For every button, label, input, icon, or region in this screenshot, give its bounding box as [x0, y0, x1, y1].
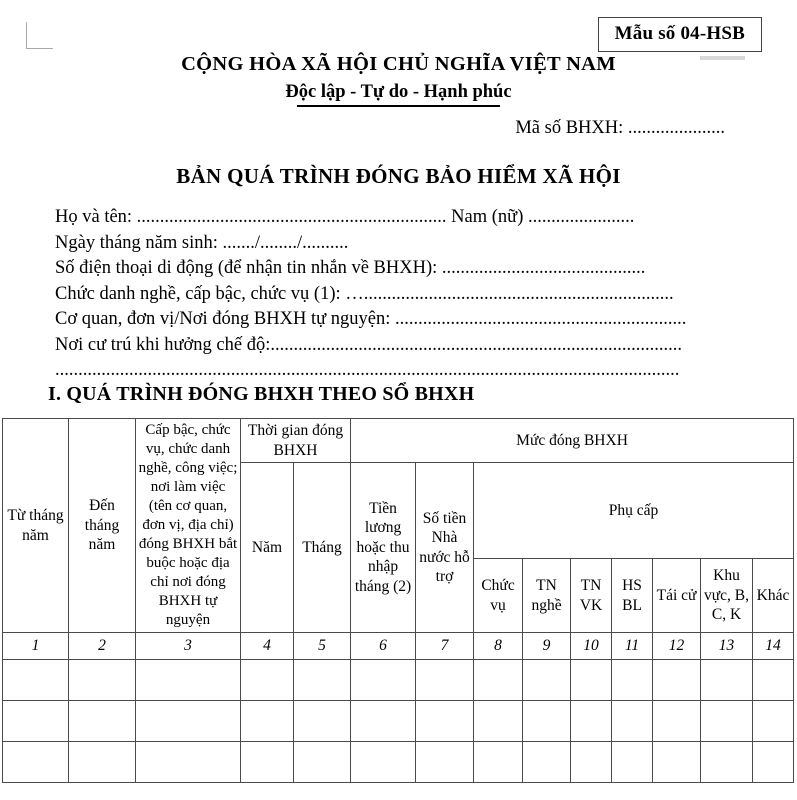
- cell[interactable]: [474, 742, 523, 783]
- bhxh-code-field[interactable]: [515, 118, 725, 139]
- colnum-14: 14: [753, 633, 794, 660]
- cell[interactable]: [474, 701, 523, 742]
- th-col-7: Số tiền Nhà nước hỗ trợ: [416, 463, 474, 633]
- table-row: [3, 701, 794, 742]
- national-heading: [0, 52, 797, 104]
- cell[interactable]: [69, 742, 136, 783]
- field-job-title[interactable]: Chức danh nghề, cấp bậc, chức vụ (1): …...................................................................: [55, 283, 674, 304]
- colnum-5: 5: [294, 633, 351, 660]
- cell[interactable]: [3, 742, 69, 783]
- th-col-2: Đến tháng năm: [69, 419, 136, 633]
- cell[interactable]: [294, 742, 351, 783]
- cell[interactable]: [523, 701, 571, 742]
- national-heading-motto: [285, 81, 511, 104]
- cell[interactable]: [3, 660, 69, 701]
- cell[interactable]: [571, 660, 612, 701]
- cell[interactable]: [701, 742, 753, 783]
- table-header-row-1: [3, 419, 794, 463]
- field-residence[interactable]: Nơi cư trú khi hưởng chế độ:.........................................................................................: [55, 334, 682, 355]
- national-heading-country: CỘNG HÒA XÃ HỘI CHỦ NGHĨA VIỆT NAM: [181, 53, 616, 75]
- colnum-10: 10: [571, 633, 612, 660]
- table-row: [3, 742, 794, 783]
- table-row: [3, 660, 794, 701]
- cell[interactable]: [612, 660, 653, 701]
- table-column-number-row: [3, 633, 794, 660]
- th-col-6: Tiền lương hoặc thu nhập tháng (2): [351, 463, 416, 633]
- cell[interactable]: [3, 701, 69, 742]
- field-residence-continuation[interactable]: .......................................................................................................................................: [55, 360, 680, 380]
- crop-mark-top-left: [26, 22, 53, 49]
- section-heading-1: I. QUÁ TRÌNH ĐÓNG BHXH THEO SỔ BHXH: [48, 383, 475, 405]
- cell[interactable]: [653, 660, 701, 701]
- cell[interactable]: [351, 742, 416, 783]
- cell[interactable]: [612, 742, 653, 783]
- colnum-3: 3: [136, 633, 241, 660]
- cell[interactable]: [294, 660, 351, 701]
- th-col-14: Khác: [753, 559, 794, 633]
- cell[interactable]: [571, 742, 612, 783]
- th-col-12: Tái cử: [653, 559, 701, 633]
- colnum-12: 12: [653, 633, 701, 660]
- colnum-9: 9: [523, 633, 571, 660]
- colnum-13: 13: [701, 633, 753, 660]
- colnum-6: 6: [351, 633, 416, 660]
- th-col-1: Từ tháng năm: [3, 419, 69, 633]
- cell[interactable]: [701, 701, 753, 742]
- page-title: BẢN QUÁ TRÌNH ĐÓNG BẢO HIỂM XÃ HỘI: [176, 164, 621, 188]
- cell[interactable]: [753, 660, 794, 701]
- cell[interactable]: [136, 742, 241, 783]
- form-number-box: [598, 17, 762, 52]
- th-col-10: TN VK: [571, 559, 612, 633]
- field-phone-number[interactable]: Số điện thoại di động (để nhận tin nhắn về BHXH): ............................................: [55, 258, 646, 278]
- cell[interactable]: [136, 701, 241, 742]
- cell[interactable]: [351, 660, 416, 701]
- colnum-1: 1: [3, 633, 69, 660]
- colnum-4: 4: [241, 633, 294, 660]
- colnum-7: 7: [416, 633, 474, 660]
- cell[interactable]: [416, 742, 474, 783]
- th-col-11: HS BL: [612, 559, 653, 633]
- th-col-4: Năm: [241, 463, 294, 633]
- cell[interactable]: [241, 660, 294, 701]
- cell[interactable]: [241, 742, 294, 783]
- cell[interactable]: [653, 742, 701, 783]
- th-col-9: TN nghề: [523, 559, 571, 633]
- th-col-13: Khu vực, B, C, K: [701, 559, 753, 633]
- th-col-8: Chức vụ: [474, 559, 523, 633]
- national-heading-motto-text: Độc lập - Tự do - Hạnh phúc: [285, 81, 512, 102]
- bhxh-history-table-wrapper: [2, 418, 793, 783]
- field-date-of-birth[interactable]: Ngày tháng năm sinh: ......./......../..........: [55, 232, 349, 253]
- personal-info-block: [55, 205, 755, 384]
- motto-underline: [297, 105, 499, 106]
- th-col-3: Cấp bậc, chức vụ, chức danh nghề, công việc; nơi làm việc (tên cơ quan, đơn vị, địa chỉ) đóng BHXH bắt buộc hoặc địa chỉ nơi đóng BHXH tự nguyện: [136, 419, 241, 633]
- form-number-label: Mẫu số 04-HSB: [614, 23, 745, 44]
- th-group-time-period: Thời gian đóng BHXH: [241, 419, 351, 463]
- cell[interactable]: [701, 660, 753, 701]
- bhxh-code-label: Mã số BHXH: .....................: [515, 118, 725, 138]
- th-col-5: Tháng: [294, 463, 351, 633]
- cell[interactable]: [753, 742, 794, 783]
- th-group-contribution-level: Mức đóng BHXH: [351, 419, 794, 463]
- cell[interactable]: [416, 660, 474, 701]
- cell[interactable]: [241, 701, 294, 742]
- colnum-8: 8: [474, 633, 523, 660]
- th-group-allowance: Phụ cấp: [474, 463, 794, 559]
- cell[interactable]: [571, 701, 612, 742]
- cell[interactable]: [523, 660, 571, 701]
- cell[interactable]: [416, 701, 474, 742]
- colnum-11: 11: [612, 633, 653, 660]
- cell[interactable]: [753, 701, 794, 742]
- cell[interactable]: [294, 701, 351, 742]
- cell[interactable]: [653, 701, 701, 742]
- bhxh-history-table: [2, 418, 794, 783]
- cell[interactable]: [69, 701, 136, 742]
- cell[interactable]: [612, 701, 653, 742]
- field-full-name[interactable]: Họ và tên: ................................................................... Nam (nữ) .......................: [55, 207, 635, 227]
- cell[interactable]: [351, 701, 416, 742]
- cell[interactable]: [69, 660, 136, 701]
- cell[interactable]: [523, 742, 571, 783]
- colnum-2: 2: [69, 633, 136, 660]
- cell[interactable]: [136, 660, 241, 701]
- cell[interactable]: [474, 660, 523, 701]
- field-organization[interactable]: Cơ quan, đơn vị/Nơi đóng BHXH tự nguyện: ...............................................................: [55, 309, 687, 329]
